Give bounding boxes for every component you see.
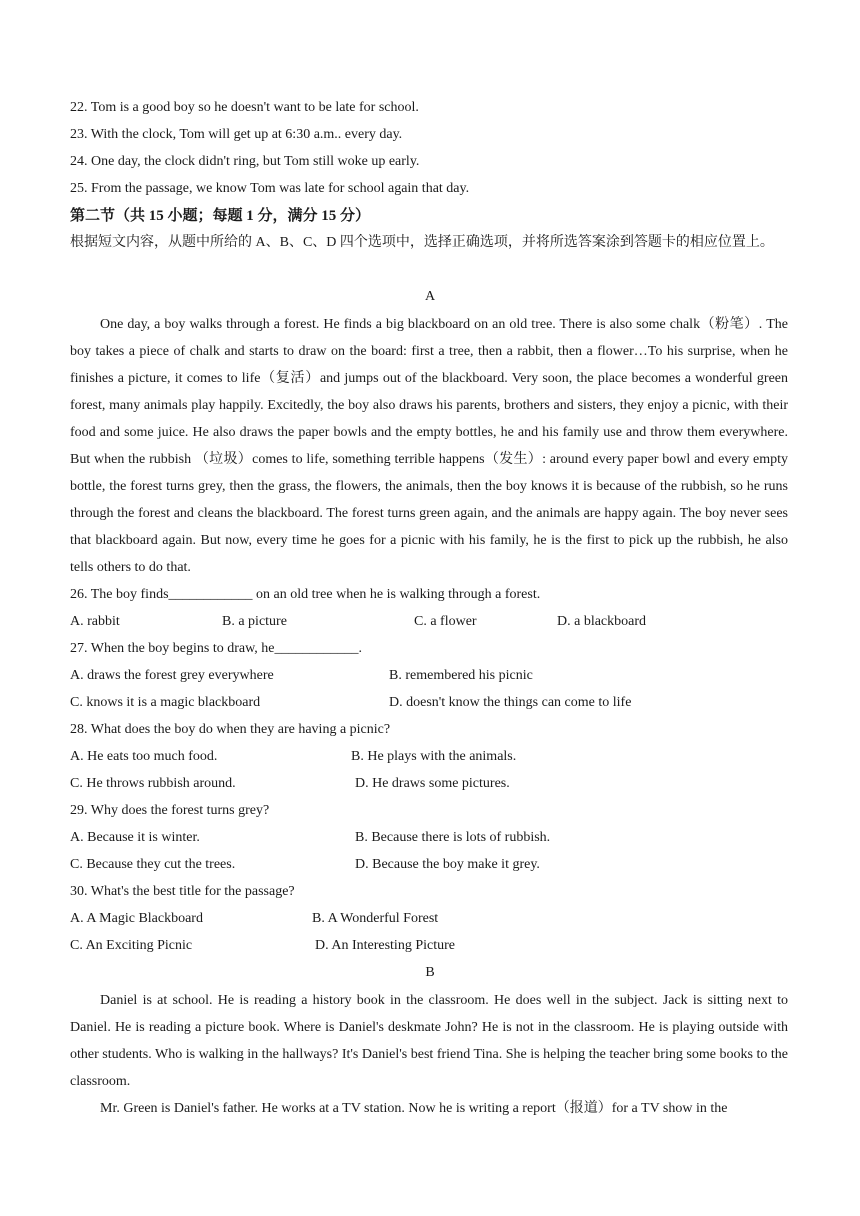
- section-instruction: 根据短文内容，从题中所给的 A、B、C、D 四个选项中，选择正确选项，并将所选答案涂到答题卡的相应位置上。: [70, 235, 774, 250]
- passage-a-text: One day, a boy walks through a forest. He finds a big blackboard on an old tree. There is also some chalk（粉笔）. The boy takes a piece of chalk and starts to draw on the board: first a tree, then a rabbit, then a flower…To his surprise, when he finishes a picture, it comes to life（复活）and jumps out of the blackboard. Very soon, the place becomes a wonderful green forest, many animals play happily. Excitedly, the boy also draws his parents, brothers and sisters, they enjoy a picnic, with their food and some juice. He also draws the paper bowls and the empty bottles, he and his family use and throw them everywhere. But when the rubbish （垃圾）comes to life, something terrible happens（发生）: around every paper bowl and every empty bottle, the forest turns grey, then the grass, the flowers, the animals, then the boy knows it is because of the rubbish, so he runs through the forest and cleans the blackboard. The forest turns green again, and the animals are happy again. The boy never sees that blackboard again. But now, every time he goes for a picnic with his family, he is the first to pick up the rubbish, he also tells others to do that.: [70, 317, 788, 575]
- section-heading: 第二节（共 15 小题；每题 1 分，满分 15 分）: [70, 208, 371, 224]
- question-28-option-a[interactable]: A. He eats too much food.: [70, 749, 218, 764]
- question-30-stem: 30. What's the best title for the passage?: [70, 884, 295, 899]
- question-26-option-b[interactable]: B. a picture: [222, 614, 287, 629]
- passage-b-label: B: [425, 965, 435, 980]
- question-27-option-d[interactable]: D. doesn't know the things can come to life: [389, 695, 632, 710]
- question-28-option-c[interactable]: C. He throws rubbish around.: [70, 776, 236, 791]
- question-26-option-d[interactable]: D. a blackboard: [557, 614, 647, 629]
- question-27-stem: 27. When the boy begins to draw, he____________.: [70, 641, 363, 656]
- question-28-stem: 28. What does the boy do when they are having a picnic?: [70, 722, 391, 737]
- question-27-option-b[interactable]: B. remembered his picnic: [389, 668, 533, 683]
- statement-25: 25. From the passage, we know Tom was late for school again that day.: [70, 181, 470, 196]
- question-27-option-a[interactable]: A. draws the forest grey everywhere: [70, 668, 274, 683]
- passage-a-label: A: [424, 289, 436, 304]
- statement-23: 23. With the clock, Tom will get up at 6:30 a.m.. every day.: [70, 127, 403, 142]
- question-26-option-c[interactable]: C. a flower: [414, 614, 477, 629]
- statement-24: 24. One day, the clock didn't ring, but Tom still woke up early.: [70, 154, 420, 169]
- question-30-option-a[interactable]: A. A Magic Blackboard: [70, 911, 203, 926]
- statement-22: 22. Tom is a good boy so he doesn't want to be late for school.: [70, 100, 419, 115]
- passage-b-paragraph-2: Mr. Green is Daniel's father. He works at a TV station. Now he is writing a report（报道）for a TV show in the: [100, 1101, 728, 1116]
- question-29-option-c[interactable]: C. Because they cut the trees.: [70, 857, 236, 872]
- question-30-option-b[interactable]: B. A Wonderful Forest: [312, 911, 439, 926]
- question-29-option-a[interactable]: A. Because it is winter.: [70, 830, 200, 845]
- question-30-option-c[interactable]: C. An Exciting Picnic: [70, 938, 193, 953]
- question-29-option-b[interactable]: B. Because there is lots of rubbish.: [355, 830, 551, 845]
- question-29-stem: 29. Why does the forest turns grey?: [70, 803, 270, 818]
- question-27-option-c[interactable]: C. knows it is a magic blackboard: [70, 695, 261, 710]
- question-26-stem: 26. The boy finds____________ on an old tree when he is walking through a forest.: [70, 587, 541, 602]
- question-30-option-d[interactable]: D. An Interesting Picture: [315, 938, 455, 953]
- question-26-option-a[interactable]: A. rabbit: [70, 614, 120, 629]
- question-28-option-d[interactable]: D. He draws some pictures.: [355, 776, 510, 791]
- question-28-option-b[interactable]: B. He plays with the animals.: [351, 749, 517, 764]
- question-29-option-d[interactable]: D. Because the boy make it grey.: [355, 857, 540, 872]
- passage-b-paragraph-1: Daniel is at school. He is reading a history book in the classroom. He does well in the subject. Jack is sitting next to Daniel. He is reading a picture book. Where is Daniel's deskmate John? He is not in the classroom. He is playing outside with other students. Who is walking in the hallways? It's Daniel's best friend Tina. She is helping the teacher bring some books to the classroom.: [70, 993, 788, 1089]
